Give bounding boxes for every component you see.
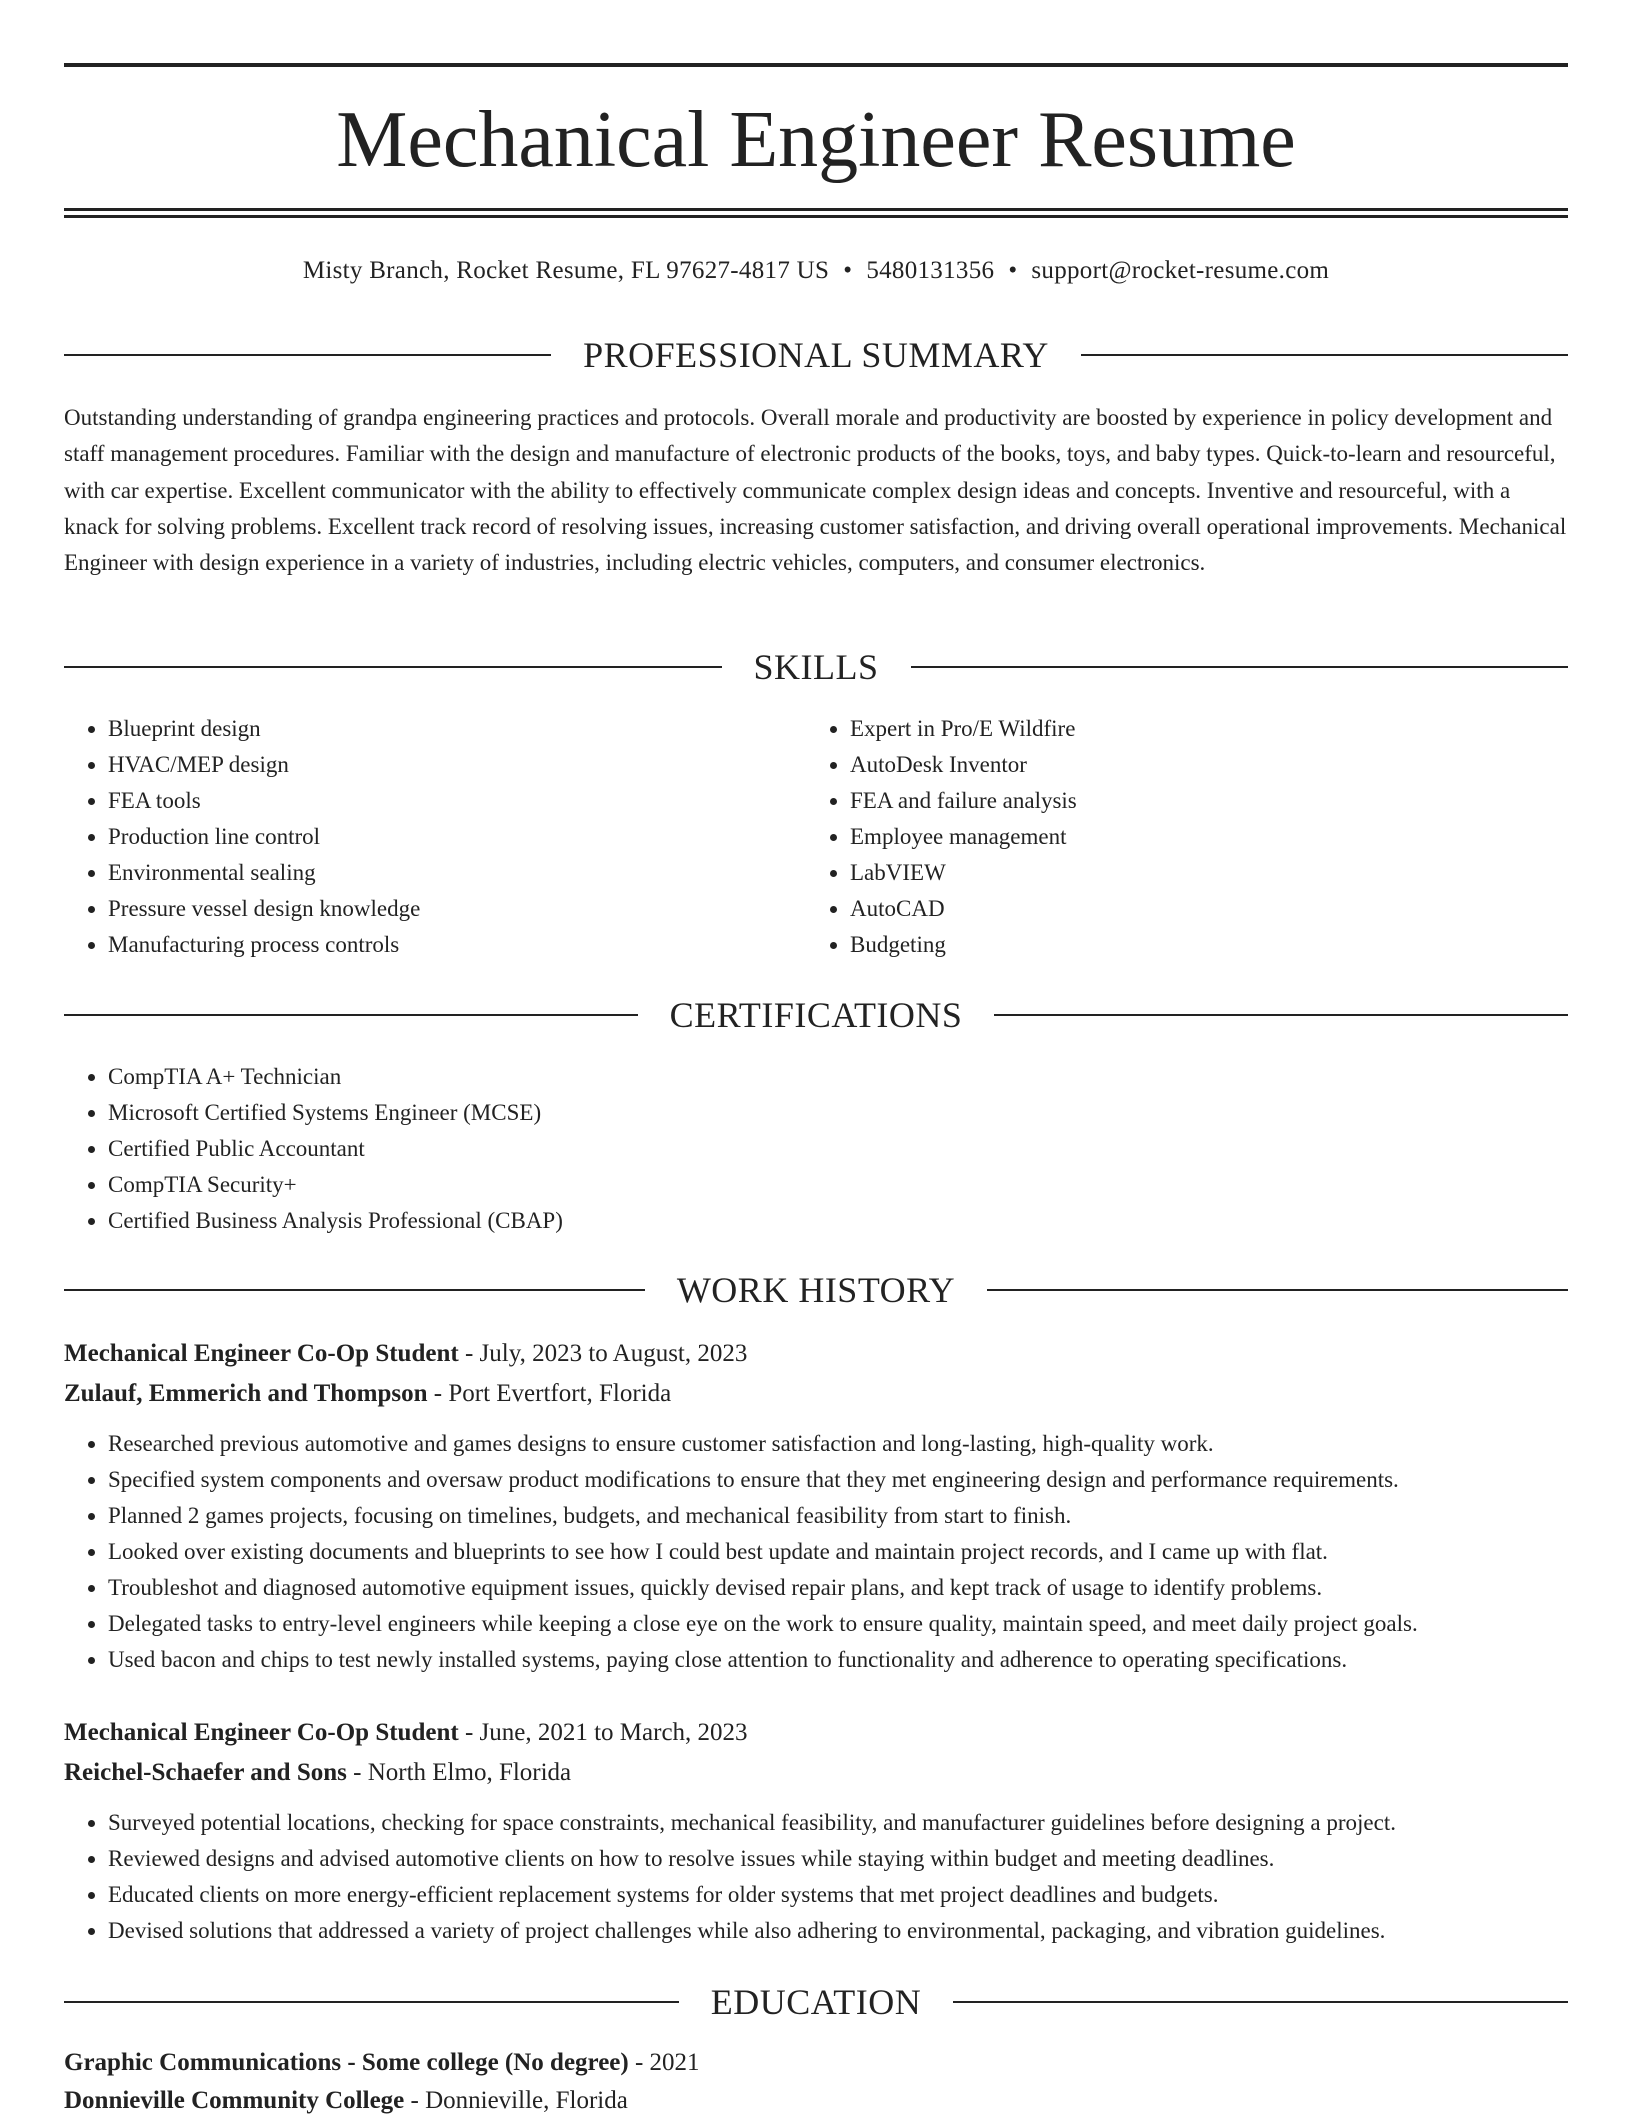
list-item: • Specified system components and oversaw product modifications to ensure that they met engineering design and performance requirements. [108, 1462, 1568, 1498]
contact-separator: • [843, 257, 853, 284]
education-degree-line [64, 2044, 1568, 2082]
list-item: • Certified Public Accountant [108, 1131, 1464, 1167]
contact-separator: • [1008, 257, 1018, 284]
section-header-certifications [64, 993, 1568, 1037]
section-rule [64, 1014, 638, 1016]
list-item: • Educated clients on more energy-efficient replacement systems for older systems that met project deadlines and budgets. [108, 1877, 1568, 1913]
job-location: - North Elmo, Florida [346, 1759, 572, 1786]
list-item: • Planned 2 games projects, focusing on timelines, budgets, and mechanical feasibility from start to finish. [108, 1498, 1568, 1534]
skills-column-right [806, 711, 1506, 963]
job-bullets [64, 1426, 1568, 1678]
list-item: • Certified Business Analysis Professional (CBAP) [108, 1203, 1464, 1239]
section-rule [1081, 354, 1568, 356]
list-item: • Troubleshot and diagnosed automotive equipment issues, quickly devised repair plans, and kept track of usage to identify problems. [108, 1570, 1568, 1606]
section-header-education [64, 1980, 1568, 2024]
contact-address: Misty Branch, Rocket Resume, FL 97627-4817 US [302, 257, 830, 284]
section-title: SKILLS [753, 647, 879, 687]
job-bullets [64, 1805, 1568, 1949]
list-item: • Blueprint design [108, 711, 764, 747]
section-title: WORK HISTORY [676, 1270, 956, 1310]
list-item: • Expert in Pro/E Wildfire [850, 711, 1506, 747]
education-entry [64, 2044, 1568, 2120]
section-header-skills [64, 645, 1568, 689]
list-item: • Production line control [108, 819, 764, 855]
list-item: • Manufacturing process controls [108, 927, 764, 963]
contact-phone: 5480131356 [866, 257, 995, 284]
title-double-divider [64, 208, 1568, 218]
skills-list [64, 711, 764, 963]
job-entry [64, 1713, 1568, 1949]
list-item: • Employee management [850, 819, 1506, 855]
job-title-line [64, 1334, 1568, 1374]
list-item: • Budgeting [850, 927, 1506, 963]
section-rule [994, 1014, 1568, 1016]
section-rule [64, 666, 722, 668]
job-location: - Port Evertfort, Florida [427, 1380, 672, 1407]
job-company: Zulauf, Emmerich and Thompson [64, 1380, 428, 1407]
list-item: • CompTIA A+ Technician [108, 1059, 1464, 1095]
section-rule [953, 2001, 1568, 2003]
certifications-list-wrapper [64, 1059, 1464, 1239]
contact-email: support@rocket-resume.com [1031, 257, 1330, 284]
section-rule [911, 666, 1569, 668]
list-item: • Looked over existing documents and blueprints to see how I could best update and maintain project records, and I came up with flat. [108, 1534, 1568, 1570]
list-item: • Pressure vessel design knowledge [108, 891, 764, 927]
job-company: Reichel-Schaefer and Sons [64, 1759, 347, 1786]
job-dates: - June, 2021 to March, 2023 [458, 1719, 748, 1746]
job-company-line [64, 1753, 1568, 1793]
list-item: • Environmental sealing [108, 855, 764, 891]
contact-line [64, 253, 1568, 289]
section-header-work-history [64, 1268, 1568, 1312]
education-school-line [64, 2082, 1568, 2120]
section-rule [64, 1289, 645, 1291]
education-location: - Donnieville, Florida [404, 2087, 628, 2114]
job-title-line [64, 1713, 1568, 1753]
list-item: • Devised solutions that addressed a variety of project challenges while also adhering to environmental, packaging, and vibration guidelines. [108, 1913, 1568, 1949]
skills-list [806, 711, 1506, 963]
section-rule [987, 1289, 1568, 1291]
education-degree: Graphic Communications - Some college (No degree) [64, 2049, 629, 2076]
job-dates: - July, 2023 to August, 2023 [458, 1340, 748, 1367]
list-item: • FEA tools [108, 783, 764, 819]
section-rule [64, 2001, 679, 2003]
list-item: • LabVIEW [850, 855, 1506, 891]
section-title: CERTIFICATIONS [669, 995, 963, 1035]
resume-title: Mechanical Engineer Resume [336, 96, 1296, 184]
section-header-summary [64, 333, 1568, 377]
list-item: • CompTIA Security+ [108, 1167, 1464, 1203]
list-item: • Used bacon and chips to test newly installed systems, paying close attention to functionality and adherence to operating specifications. [108, 1642, 1568, 1678]
list-item: • AutoCAD [850, 891, 1506, 927]
job-entry [64, 1334, 1568, 1678]
job-company-line [64, 1374, 1568, 1414]
certifications-list [64, 1059, 1464, 1239]
section-title: EDUCATION [710, 1982, 922, 2022]
section-title: PROFESSIONAL SUMMARY [583, 335, 1049, 375]
top-divider [64, 63, 1568, 67]
list-item: • Delegated tasks to entry-level engineers while keeping a close eye on the work to ensure quality, maintain speed, and meet daily project goals. [108, 1606, 1568, 1642]
education-school: Donnieville Community College [64, 2087, 405, 2114]
list-item: • FEA and failure analysis [850, 783, 1506, 819]
list-item: • Microsoft Certified Systems Engineer (MCSE) [108, 1095, 1464, 1131]
education-year: - 2021 [628, 2049, 700, 2076]
list-item: • Reviewed designs and advised automotive clients on how to resolve issues while staying within budget and meeting deadlines. [108, 1841, 1568, 1877]
list-item: • Researched previous automotive and games designs to ensure customer satisfaction and long-lasting, high-quality work. [108, 1426, 1568, 1462]
job-role: Mechanical Engineer Co-Op Student [64, 1340, 459, 1367]
skills-column-left [64, 711, 764, 963]
list-item: • HVAC/MEP design [108, 747, 764, 783]
job-role: Mechanical Engineer Co-Op Student [64, 1719, 459, 1746]
list-item: • Surveyed potential locations, checking for space constraints, mechanical feasibility, and manufacturer guidelines before designing a project. [108, 1805, 1568, 1841]
summary-paragraph: Outstanding understanding of grandpa engineering practices and protocols. Overall morale and productivity are boosted by experience in policy development and staff management procedures. Familiar with the design and manufacture of electronic products of the books, toys, and baby types. Quick-to-learn and resourceful, with car expertise. Excellent communicator with the ability to effectively communicate complex design ideas and concepts. Inventive and resourceful, with a knack for solving problems. Excellent track record of resolving issues, increasing customer satisfaction, and driving overall operational improvements. Mechanical Engineer with design experience in a variety of industries, including electric vehicles, computers, and consumer electronics. [64, 405, 1567, 576]
section-rule [64, 354, 551, 356]
list-item: • AutoDesk Inventor [850, 747, 1506, 783]
